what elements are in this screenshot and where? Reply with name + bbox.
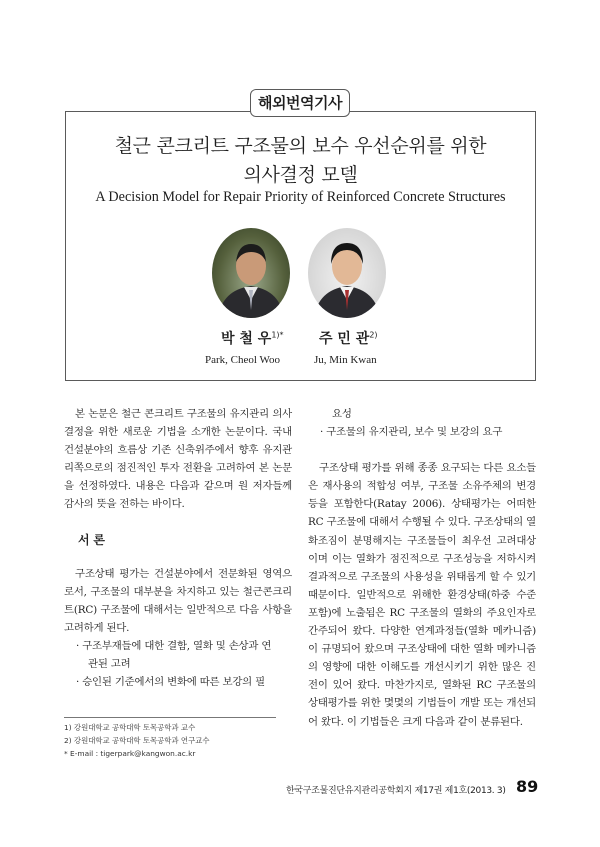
intro-paragraph: 본 논문은 철근 콘크리트 구조물의 유지관리 의사결정을 위한 새로운 기법을 소개한 논문이다. 국내 건설분야의 흐름상 기존 신축위주에서 향후 유지관리쪽으로의 점진적인 투자 전환을 고려하여 본 논문을 선정하였다. 내용은 다음과 같으며 원 저자들께 감사의 뜻을 전하는 바이다. [64, 408, 292, 511]
title-korean-line1: 철근 콘크리트 구조물의 보수 우선순위를 위한 [114, 135, 487, 157]
left-column [64, 405, 292, 691]
bullet-item-2: · 승인된 기준에서의 변화에 따른 보강의 필 [76, 676, 265, 689]
page-number: 89 [516, 777, 539, 796]
category-badge: 해외번역기사 [250, 89, 350, 117]
author-photo-2 [308, 228, 386, 318]
bullet-item-1-cont: 관된 고려 [88, 658, 131, 671]
footnote-2: 2) 강원대학교 공학대학 토목공학과 연구교수 [64, 736, 210, 745]
author-sup-2: 2) [369, 330, 378, 340]
section-title-introduction: 서 론 [78, 532, 105, 547]
title-english: A Decision Model for Repair Priority of Reinforced Concrete Structures [95, 189, 506, 205]
journal-footer: 한국구조물진단유지관리공학회지 제17권 제1호(2013. 3) [286, 786, 506, 796]
footnote-1: 1) 강원대학교 공학대학 토목공학과 교수 [64, 723, 196, 732]
bullet-item-3: · 구조물의 유지관리, 보수 및 보강의 요구 [320, 426, 503, 439]
author-name-en-1: Park, Cheol Woo [205, 354, 280, 366]
right-column [308, 405, 536, 731]
author-sup-1: 1)* [271, 330, 284, 340]
footnotes [64, 721, 210, 760]
body-paragraph-1: 구조상태 평가는 건설분야에서 전문화된 영역으로서, 구조물의 대부분을 차지하고 있는 철근콘크리트(RC) 구조물에 대해서는 일반적으로 다음 사항을 고려하게 된다. [64, 567, 292, 634]
author-name-ko-2: 주 민 관$^{2)}$ [319, 330, 378, 347]
author-name-en-2: Ju, Min Kwan [314, 354, 377, 366]
author-photo-1 [212, 228, 290, 318]
bullet-item-1: · 구조부재들에 대한 결함, 열화 및 손상과 연 [76, 640, 272, 653]
author-name-ko-1: 박 철 우$^{1)*}$ [221, 330, 284, 347]
footnote-email: * E-mail : tigerpark@kangwon.ac.kr [64, 749, 196, 758]
footnote-divider [64, 717, 276, 718]
bullet-item-2-cont: 요성 [332, 408, 352, 420]
body-paragraph-2: 구조상태 평가를 위해 종종 요구되는 다른 요소들은 재사용의 적합성 여부, 구조물 소유주체의 변경 등을 포함한다(Ratay 2006). 상태평가는 어떠한 RC 구조물에 대해서 수행될 수 있다. 구조상태의 열화조짐이 분명해지는 구조물들이 최우선 고려대상이며 이는 열화가 점진적으로 구조성능을 저하시켜 결과적으로 구조물의 사용성을 위태롭게 할 수 있기 때문이다. 일반적으로 위해한 환경상태(하중 수준 포함)에 노출됨은 RC 구조물의 열화의 주요인자로 간주되어 왔다. 다양한 연계과정들(열화 메카니즘)이 규명되어 왔으며 구조상태에 대한 열화 메카니즘의 영향에 대한 이해도를 개선시키기 위한 많은 진전이 있어 왔다. 마찬가지로, 열화된 RC 구조물의 상태평가를 위한 몇몇의 기법들이 개발 또는 개선되어 왔다. 이 기법들은 크게 다음과 같이 분류된다. [308, 462, 536, 728]
title-korean-line2: 의사결정 모델 [243, 164, 358, 186]
